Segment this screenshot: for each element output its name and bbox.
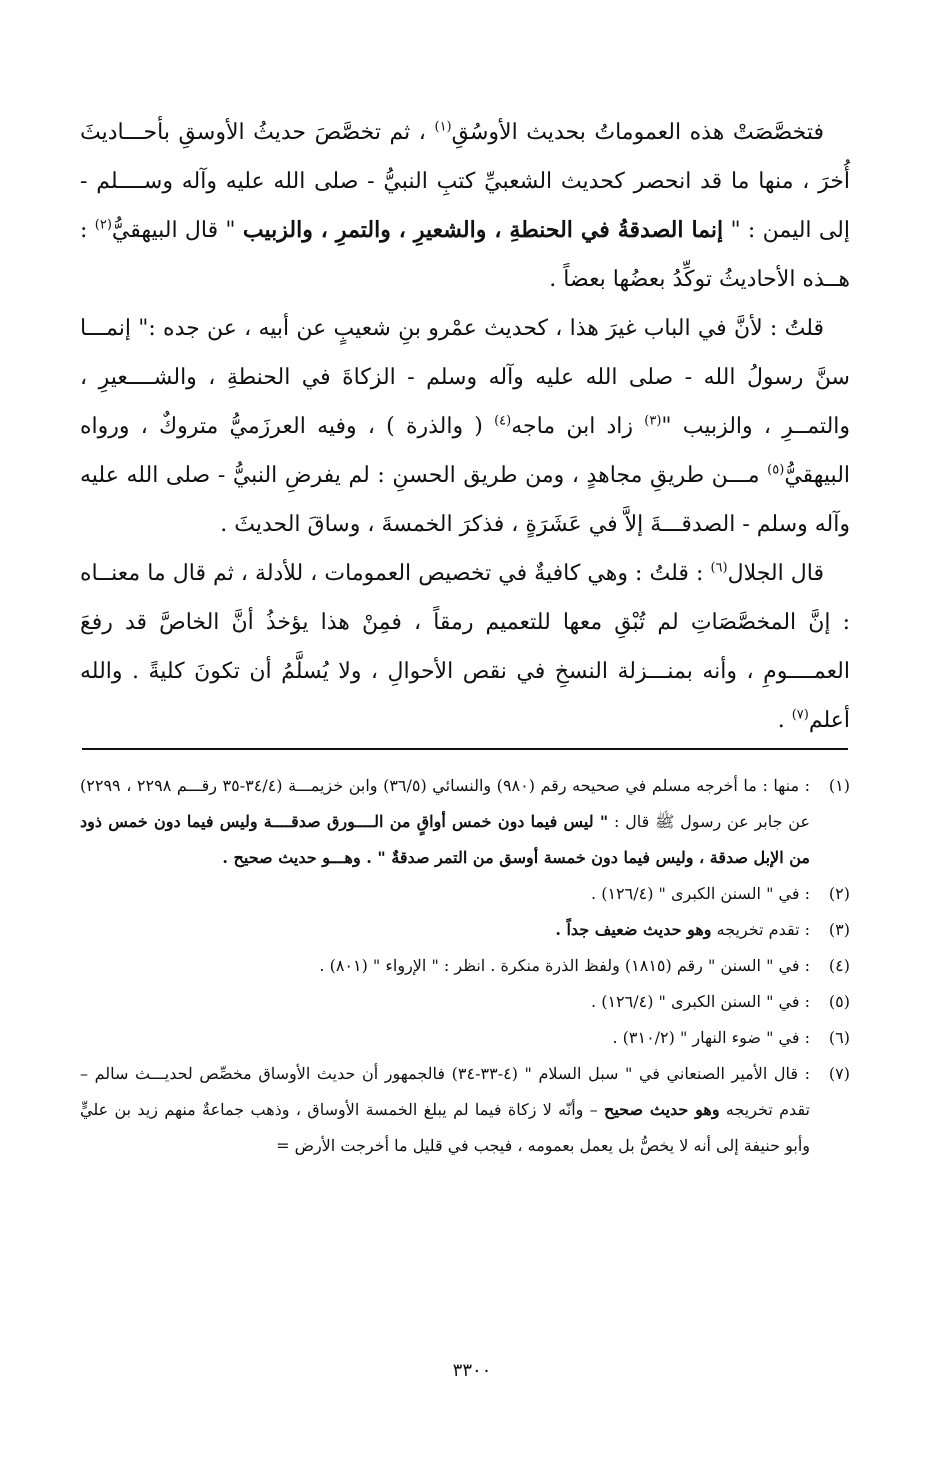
footnote-number: (٧) <box>828 1064 851 1083</box>
paragraph-3 <box>80 549 850 745</box>
footnote-text: : منها : ما أخرجه مسلم في صحيحه رقم (٩٨٠) والنسائي (٣٦/٥) وابن خزيمـــة (٣٤/٤-٣٥ رقـــم ٢٢٩٨ ، ٢٢٩٩) عن جابر عن رسول ﷺ قال : <box>80 776 811 831</box>
footnote-bold-text: وهو حديث صحيح <box>604 1100 720 1119</box>
footnote-divider <box>82 748 848 750</box>
footnote-ref-5[interactable]: (٥) <box>767 462 785 478</box>
text-span: ( والذرة ) ، وفيه العرزَميُّ متروكٌ ، ورواه البيهقيُّ <box>80 414 851 488</box>
text-span: " قال البيهقيُّ <box>111 218 236 243</box>
page-number: ٣٣٠٠ <box>452 1360 492 1381</box>
footnote-text: : قال الأمير الصنعاني في " سبل السلام " (٤-٣٣-٣٤) فالجمهور أن حديث الأوساق مخصِّص لحديـــث سالم – تقدم تخريجه <box>80 1064 811 1119</box>
footnote-number: (٦) <box>828 1028 850 1047</box>
text-span: . <box>777 708 785 733</box>
footnote-6 <box>80 1020 850 1056</box>
footnote-ref-4[interactable]: (٤) <box>494 413 512 429</box>
footnote-ref-3[interactable]: (٣) <box>644 413 662 429</box>
paragraph-2 <box>80 304 850 549</box>
main-text <box>80 108 850 745</box>
footnote-2 <box>80 876 850 912</box>
footnote-4 <box>80 948 850 984</box>
footnote-ref-7[interactable]: (٧) <box>791 707 809 723</box>
footnote-text: : تقدم تخريجه <box>716 920 810 939</box>
footnote-ref-1[interactable]: (١) <box>434 119 452 135</box>
footnote-text: : في " السنن الكبرى " (١٢٦/٤) . <box>591 884 810 903</box>
footnote-number: (٤) <box>828 956 850 975</box>
footnote-ref-2[interactable]: (٢) <box>94 217 112 233</box>
paragraph-1 <box>80 108 850 304</box>
bold-hadith-text: إنما الصدقةُ في الحنطةِ ، والشعيرِ ، والتمرِ ، والزبيب <box>242 217 724 243</box>
text-span: قلتُ : لأنَّ في الباب غيرَ هذا ، كحديث عمْرو بنِ شعيبٍ عن أبيه ، عن جده :" إنمـــا سنَّ رسولُ الله - صلى الله عليه وآله وسلم - الزكاةَ في الحنطةِ ، والشــــعيرِ ، والتمــرِ ، والزبيب " <box>80 316 851 439</box>
text-span: : هــذه الأحاديثُ توكِّدُ بعضُها بعضاً . <box>80 218 850 292</box>
text-span: قال الجلال <box>727 561 824 586</box>
footnotes-section <box>80 768 850 1164</box>
text-span: : قلتُ : وهي كافيةٌ في تخصيص العمومات ، للأدلة ، ثم قال ما معنــاه : إنَّ المخصَّصَاتِ لم تُبْقِ معها للتعميم رمقاً ، فمِنْ هذا يؤخذُ أنَّ الخاصَّ قد رفعَ العمــــومِ ، وأنه بمنـــزلة النسخِ في نقص الأحوالِ ، ولا يُسلَّمُ أن تكونَ كليةً . والله أعلم <box>80 561 850 733</box>
footnote-7 <box>80 1056 850 1164</box>
footnote-number: (٢) <box>828 884 850 903</box>
footnote-text: : في " السنن " رقم (١٨١٥) ولفظ الذرة منكرة . انظر : " الإرواء " (٨٠١) . <box>319 956 810 975</box>
footnote-bold-text: وهو حديث ضعيف جداً . <box>555 920 712 939</box>
footnote-ref-6[interactable]: (٦) <box>710 560 728 576</box>
footnote-text: – وأنّه لا زكاة فيما لم يبلغ الخمسة الأوساق ، وذهب جماعةٌ منهم زيد بن عليٍّ وأبو حنيفة إلى أنه لا يخصُّ بل يعمل بعمومه ، فيجب في قليل ما أخرجت الأرض = <box>80 1100 810 1155</box>
footnote-bold-text: " ليس فيما دون خمس أواقٍ من الــــورق صدقــــة وليس فيما دون خمس ذود من الإبل صدقة ، وليس فيما دون خمسة أوسق من التمر صدقةٌ " . وهـــو حديث صحيح . <box>80 812 810 867</box>
footnote-number: (٥) <box>828 992 850 1011</box>
text-span: مـــن طريقِ مجاهدٍ ، ومن طريق الحسنِ : لم يفرضِ النبيُّ - صلى الله عليه وآله وسلم - الصدقـــةَ إلاَّ في عَشَرَةٍ ، فذكرَ الخمسةَ ، وساقَ الحديثَ . <box>80 463 850 537</box>
footnote-3 <box>80 912 850 948</box>
footnote-text: : في " السنن الكبرى " (١٢٦/٤) . <box>591 992 810 1011</box>
footnote-5 <box>80 984 850 1020</box>
footnote-number: (٣) <box>828 920 850 939</box>
footnote-text: : في " ضوء النهار " (٣١٠/٢) . <box>612 1028 810 1047</box>
text-span: ، ثم تخصَّصَ حديثُ الأوسقِ بأحـــاديثَ أُخرَ ، منها ما قد انحصر كحديث الشعبيِّ كتبِ النبيُّ - صلى الله عليه وآله وســــلم - إلى اليمن : " <box>80 120 850 243</box>
footnote-1 <box>80 768 850 876</box>
text-span: فتخصَّصَتْ هذه العموماتُ بحديث الأوسُقِ <box>451 120 824 145</box>
footnote-number: (١) <box>828 776 850 795</box>
text-span: زاد ابن ماجه <box>511 414 634 439</box>
